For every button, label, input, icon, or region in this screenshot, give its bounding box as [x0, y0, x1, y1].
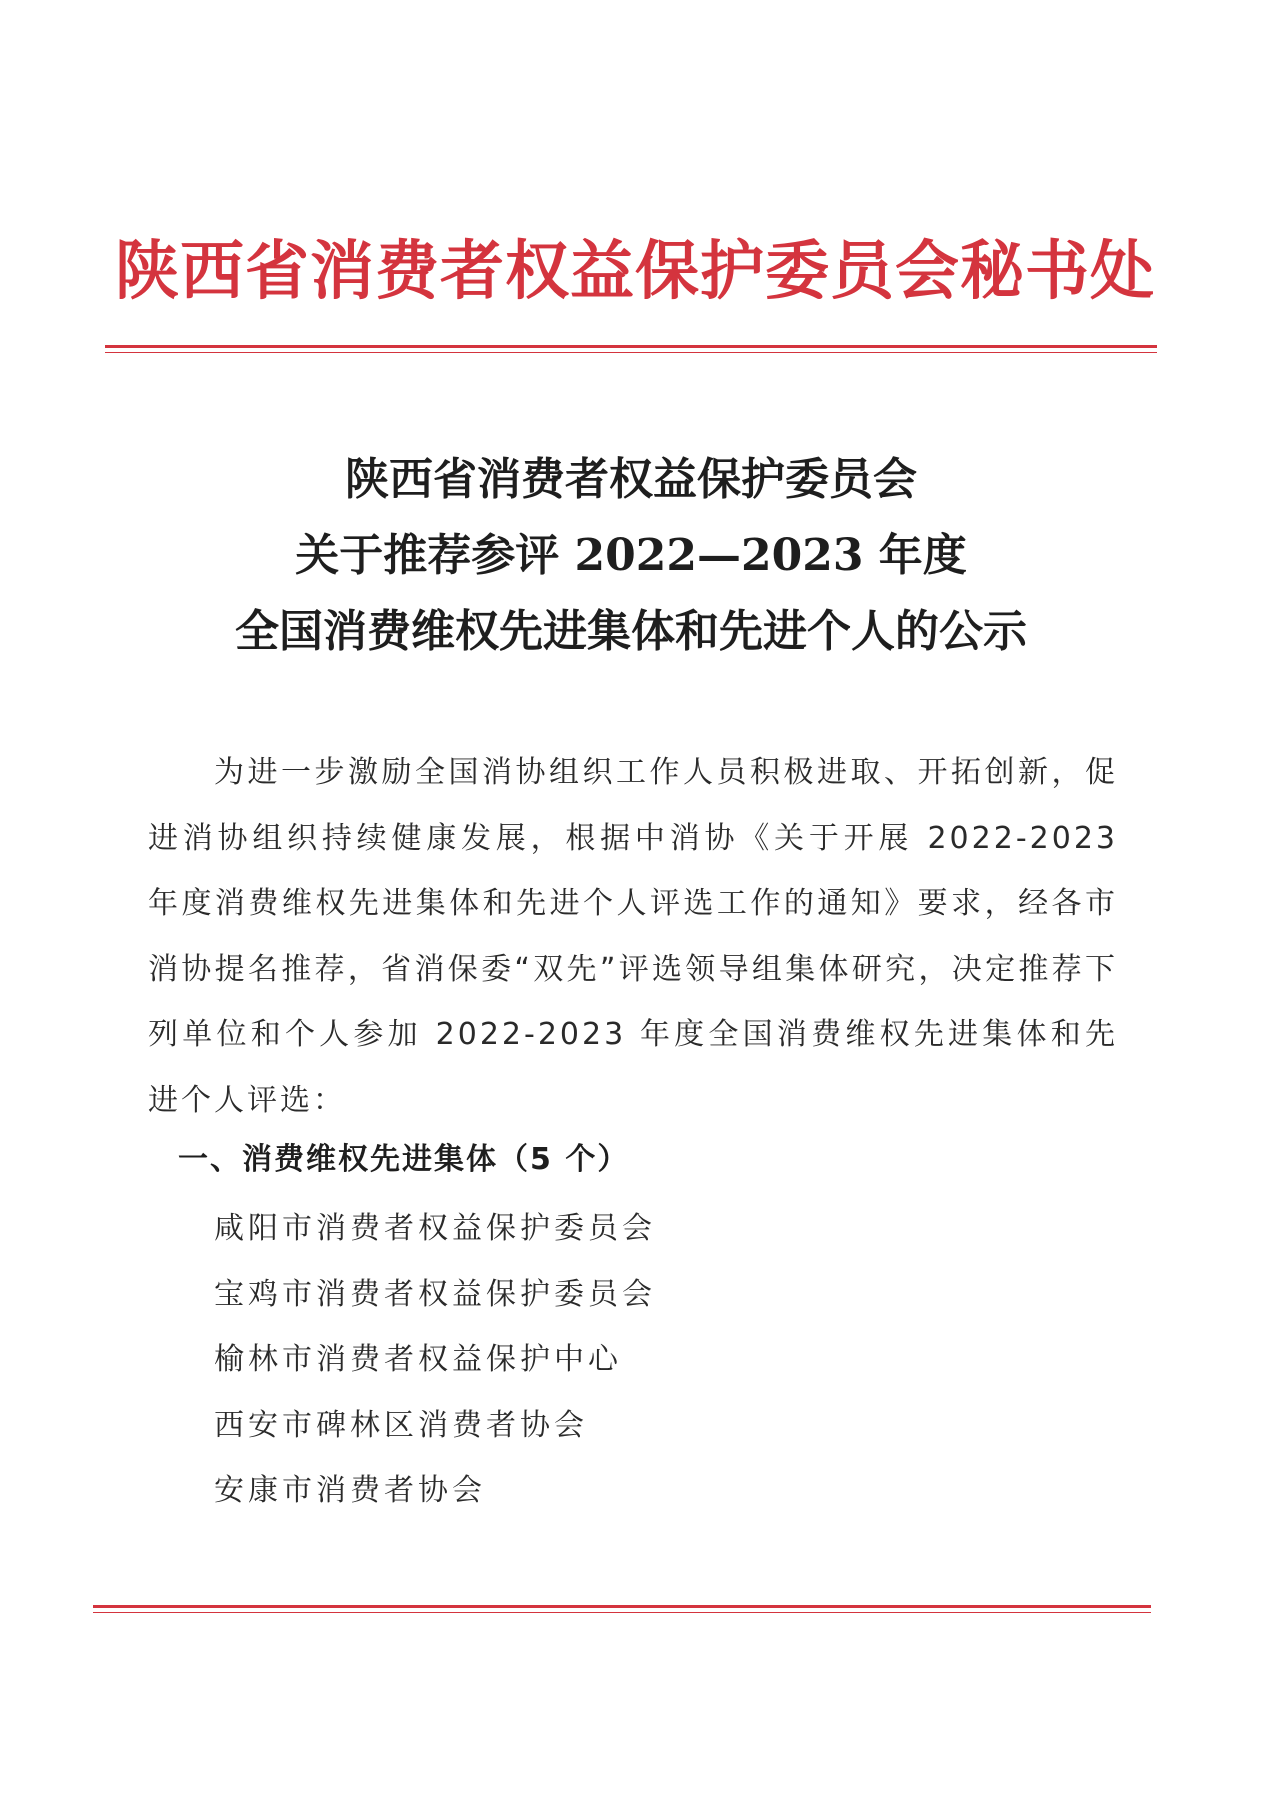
- document-title: [105, 442, 1157, 670]
- list-item: 西安市碑林区消费者协会: [214, 1407, 588, 1443]
- list-item: 宝鸡市消费者权益保护委员会: [214, 1276, 656, 1312]
- footer-divider-thin: [93, 1612, 1151, 1613]
- letterhead-title: 陕西省消费者权益保护委员会秘书处: [115, 234, 1155, 309]
- letterhead-divider: [105, 345, 1157, 348]
- list-item: 咸阳市消费者权益保护委员会: [214, 1211, 656, 1246]
- title-line-3: 全国消费维权先进集体和先进个人的公示: [235, 606, 1027, 657]
- section-heading-collectives: 一、消费维权先进集体（5 个）: [178, 1142, 630, 1177]
- collective-list: [214, 1196, 656, 1524]
- letterhead-divider-thin: [105, 352, 1157, 353]
- title-line-1: 陕西省消费者权益保护委员会: [345, 454, 917, 505]
- title-line-2: 关于推荐参评 2022—2023 年度: [295, 530, 967, 581]
- list-item: 榆林市消费者权益保护中心: [214, 1342, 622, 1377]
- footer-divider: [93, 1605, 1151, 1608]
- list-item: 安康市消费者协会: [214, 1473, 486, 1508]
- intro-paragraph: 为进一步激励全国消协组织工作人员积极进取、开拓创新，促进消协组织持续健康发展，根据中消协《关于开展 2022-2023 年度消费维权先进集体和先进个人评选工作的通知》要求，经各市消协提名推荐，省消保委“双先”评选领导组集体研究，决定推荐下列单位和个人参加 2022-2023 年度全国消费维权先进集体和先进个人评选：: [148, 755, 1118, 1118]
